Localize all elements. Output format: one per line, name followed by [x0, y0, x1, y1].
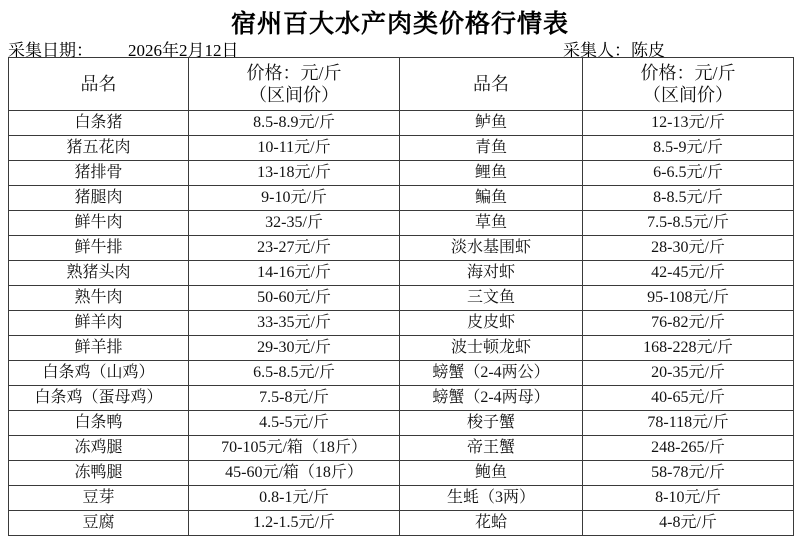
item-price-cell: 10-11元/斤: [189, 136, 400, 161]
item-price-cell: 29-30元/斤: [189, 336, 400, 361]
item-price-cell: 7.5-8元/斤: [189, 386, 400, 411]
collector-value: 陈皮: [631, 41, 665, 60]
item-price-cell: 8-8.5元/斤: [583, 186, 794, 211]
collection-date-label: 采集日期：: [8, 41, 93, 60]
item-name-cell: 鲈鱼: [400, 111, 583, 136]
item-name-cell: 猪五花肉: [9, 136, 189, 161]
item-price-cell: 9-10元/斤: [189, 186, 400, 211]
table-row: [9, 236, 794, 261]
item-price-cell: 32-35/斤: [189, 211, 400, 236]
table-row: [9, 211, 794, 236]
item-name-cell: 鲜牛肉: [9, 211, 189, 236]
item-price-cell: 7.5-8.5元/斤: [583, 211, 794, 236]
item-name-cell: 鲍鱼: [400, 461, 583, 486]
item-price-cell: 12-13元/斤: [583, 111, 794, 136]
item-price-cell: 70-105元/箱（18斤）: [189, 436, 400, 461]
item-name-cell: 青鱼: [400, 136, 583, 161]
item-name-cell: 鲜羊肉: [9, 311, 189, 336]
item-price-cell: 76-82元/斤: [583, 311, 794, 336]
price-table: [8, 57, 794, 536]
item-price-cell: 6.5-8.5元/斤: [189, 361, 400, 386]
item-name-cell: 帝王蟹: [400, 436, 583, 461]
item-name-cell: 鲜羊排: [9, 336, 189, 361]
item-price-cell: 23-27元/斤: [189, 236, 400, 261]
item-name-cell: 白条鸭: [9, 411, 189, 436]
table-row: [9, 461, 794, 486]
header-price-right: [583, 58, 794, 111]
page-title: 宿州百大水产肉类价格行情表: [230, 9, 569, 38]
item-price-cell: 42-45元/斤: [583, 261, 794, 286]
item-price-cell: 0.8-1元/斤: [189, 486, 400, 511]
table-header-row: [9, 58, 794, 111]
item-price-cell: 95-108元/斤: [583, 286, 794, 311]
table-row: [9, 486, 794, 511]
item-name-cell: 豆芽: [9, 486, 189, 511]
item-price-cell: 33-35元/斤: [189, 311, 400, 336]
item-price-cell: 28-30元/斤: [583, 236, 794, 261]
table-row: [9, 161, 794, 186]
item-price-cell: 4.5-5元/斤: [189, 411, 400, 436]
table-row: [9, 311, 794, 336]
header-price-line2: （区间价）: [643, 85, 733, 105]
item-name-cell: 海对虾: [400, 261, 583, 286]
item-name-cell: 豆腐: [9, 511, 189, 536]
collector-label: 采集人：: [563, 41, 631, 60]
table-row: [9, 286, 794, 311]
item-price-cell: 58-78元/斤: [583, 461, 794, 486]
item-name-cell: 皮皮虾: [400, 311, 583, 336]
item-price-cell: 1.2-1.5元/斤: [189, 511, 400, 536]
item-price-cell: 6-6.5元/斤: [583, 161, 794, 186]
table-row: [9, 411, 794, 436]
item-price-cell: 4-8元/斤: [583, 511, 794, 536]
header-price-line1: 价格：元/斤: [640, 62, 736, 83]
item-price-cell: 40-65元/斤: [583, 386, 794, 411]
item-price-cell: 78-118元/斤: [583, 411, 794, 436]
item-name-cell: 熟牛肉: [9, 286, 189, 311]
item-price-cell: 8-10元/斤: [583, 486, 794, 511]
collection-date-value: 2026年2月12日: [128, 41, 239, 60]
price-table-body: [9, 58, 794, 536]
header-price-left: [189, 58, 400, 111]
item-name-cell: 草鱼: [400, 211, 583, 236]
item-name-cell: 猪排骨: [9, 161, 189, 186]
item-name-cell: 冻鸭腿: [9, 461, 189, 486]
item-price-cell: 168-228元/斤: [583, 336, 794, 361]
item-price-cell: 20-35元/斤: [583, 361, 794, 386]
item-price-cell: 248-265/斤: [583, 436, 794, 461]
item-name-cell: 波士顿龙虾: [400, 336, 583, 361]
table-row: [9, 436, 794, 461]
table-row: [9, 361, 794, 386]
item-name-cell: 白条鸡（蛋母鸡）: [9, 386, 189, 411]
item-name-cell: 熟猪头肉: [9, 261, 189, 286]
item-name-cell: 梭子蟹: [400, 411, 583, 436]
table-row: [9, 136, 794, 161]
item-name-cell: 鲜牛排: [9, 236, 189, 261]
meta-line: [0, 36, 800, 60]
table-row: [9, 186, 794, 211]
item-name-cell: 冻鸡腿: [9, 436, 189, 461]
table-row: [9, 336, 794, 361]
item-price-cell: 45-60元/箱（18斤）: [189, 461, 400, 486]
item-name-cell: 淡水基围虾: [400, 236, 583, 261]
item-name-cell: 螃蟹（2-4两公）: [400, 361, 583, 386]
header-item-name-left: 品名: [9, 58, 189, 111]
item-name-cell: 生蚝（3两）: [400, 486, 583, 511]
item-name-cell: 螃蟹（2-4两母）: [400, 386, 583, 411]
item-name-cell: 白条猪: [9, 111, 189, 136]
item-price-cell: 8.5-9元/斤: [583, 136, 794, 161]
item-name-cell: 猪腿肉: [9, 186, 189, 211]
header-item-name-right: 品名: [400, 58, 583, 111]
item-price-cell: 8.5-8.9元/斤: [189, 111, 400, 136]
table-row: [9, 386, 794, 411]
header-price-line2: （区间价）: [249, 85, 339, 105]
item-price-cell: 13-18元/斤: [189, 161, 400, 186]
item-name-cell: 花蛤: [400, 511, 583, 536]
item-name-cell: 三文鱼: [400, 286, 583, 311]
header-price-line1: 价格：元/斤: [246, 62, 342, 83]
table-row: [9, 261, 794, 286]
item-name-cell: 白条鸡（山鸡）: [9, 361, 189, 386]
item-price-cell: 14-16元/斤: [189, 261, 400, 286]
item-price-cell: 50-60元/斤: [189, 286, 400, 311]
item-name-cell: 鳊鱼: [400, 186, 583, 211]
table-row: [9, 111, 794, 136]
item-name-cell: 鲤鱼: [400, 161, 583, 186]
table-row: [9, 511, 794, 536]
